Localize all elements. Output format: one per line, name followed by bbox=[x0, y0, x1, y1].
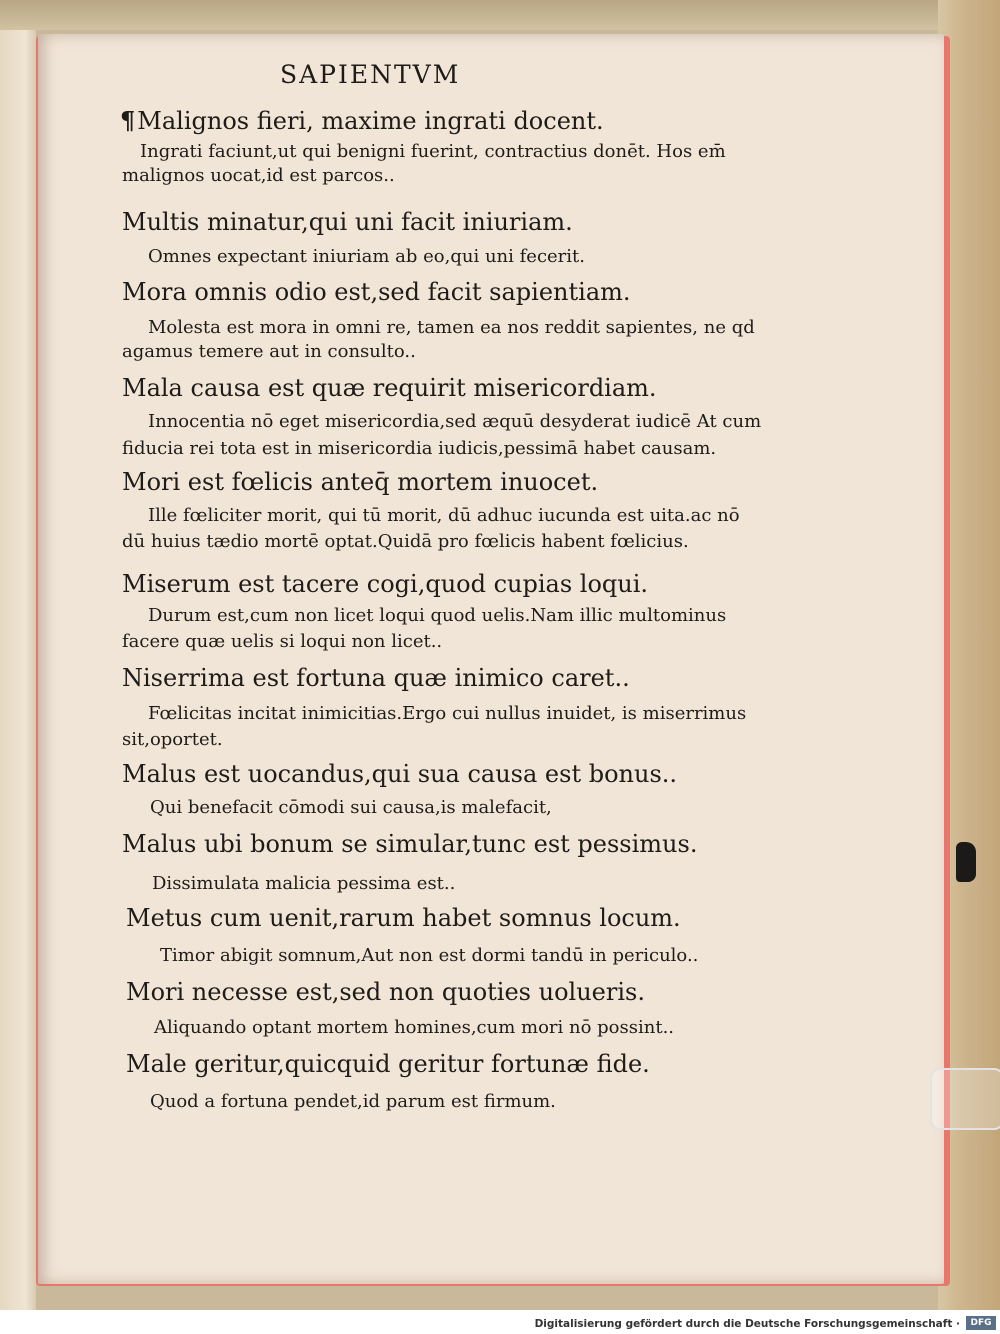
maxim-3: Mora omnis odio est,sed facit sapientiam. bbox=[122, 278, 631, 306]
gloss-6-line-1: Durum est,cum non licet loqui quod uelis.Nam illic multominus bbox=[148, 605, 727, 626]
maxim-5: Mori est fœlicis anteq̄ mortem inuocet. bbox=[122, 468, 599, 496]
maxim-10: Metus cum uenit,rarum habet somnus locum. bbox=[126, 904, 681, 932]
gloss-8-line-1: Qui benefacit cōmodi sui causa,is malefacit, bbox=[150, 797, 552, 818]
gloss-10-line-1: Timor abigit somnum,Aut non est dormi tandū in periculo.. bbox=[160, 945, 699, 966]
gloss-5-line-1: Ille fœliciter morit, qui tū morit, dū adhuc iucunda est uita.ac nō bbox=[148, 505, 740, 526]
maxim-6: Miserum est tacere cogi,quod cupias loqui. bbox=[122, 570, 649, 598]
gloss-4-line-2: fiducia rei tota est in misericordia iudicis,pessimā habet causam. bbox=[122, 438, 717, 459]
gloss-5-line-2: dū huius tædio mortē optat.Quidā pro fœlicis habent fœlicius. bbox=[122, 531, 689, 552]
gloss-1-line-1: Ingrati faciunt,ut qui benigni fuerint, contractius donēt. Hos em̄ bbox=[140, 141, 726, 162]
gloss-3-line-2: agamus temere aut in consulto.. bbox=[122, 341, 416, 362]
gloss-12-line-1: Quod a fortuna pendet,id parum est firmum. bbox=[150, 1091, 556, 1112]
maxim-2: Multis minatur,qui uni facit iniuriam. bbox=[122, 208, 573, 236]
gloss-3-line-1: Molesta est mora in omni re, tamen ea nos reddit sapientes, ne qd bbox=[148, 317, 755, 338]
pilcrow-icon: ¶ bbox=[120, 106, 136, 135]
maxim-7: Niserrima est fortuna quæ inimico caret.. bbox=[122, 664, 630, 692]
gloss-1-line-2: malignos uocat,id est parcos.. bbox=[122, 165, 395, 186]
clip-mark bbox=[930, 1068, 1000, 1130]
dfg-logo: DFG bbox=[966, 1316, 996, 1330]
gloss-2-line-1: Omnes expectant iniuriam ab eo,qui uni fecerit. bbox=[148, 246, 585, 267]
gloss-11-line-1: Aliquando optant mortem homines,cum mori nō possint.. bbox=[154, 1017, 675, 1038]
maxim-11: Mori necesse est,sed non quoties uolueris. bbox=[126, 978, 645, 1006]
maxim-8: Malus est uocandus,qui sua causa est bonus.. bbox=[122, 760, 678, 788]
book-top-edge bbox=[0, 0, 1000, 30]
maxim-12: Male geritur,quicquid geritur fortunæ fide. bbox=[126, 1050, 650, 1078]
ink-blot bbox=[956, 842, 976, 882]
maxim-4: Mala causa est quæ requirit misericordiam. bbox=[122, 374, 657, 402]
gloss-6-line-2: facere quæ uelis si loqui non licet.. bbox=[122, 631, 443, 652]
running-head: SAPIENTVM bbox=[280, 60, 461, 89]
gloss-4-line-1: Innocentia nō eget misericordia,sed æquū desyderat iudicē At cum bbox=[148, 411, 762, 432]
maxim-9: Malus ubi bonum se simular,tunc est pessimus. bbox=[122, 830, 698, 858]
gloss-7-line-1: Fœlicitas incitat inimicitias.Ergo cui nullus inuidet, is miserrimus bbox=[148, 703, 747, 724]
gloss-7-line-2: sit,oportet. bbox=[122, 729, 223, 750]
gloss-9-line-1: Dissimulata malicia pessima est.. bbox=[152, 873, 456, 894]
digitization-credit: Digitalisierung gefördert durch die Deutsche Forschungsgemeinschaft · bbox=[534, 1318, 960, 1330]
maxim-text: Malignos fieri, maxime ingrati docent. bbox=[137, 107, 604, 135]
maxim-1 bbox=[120, 106, 604, 135]
facing-page-edge bbox=[0, 30, 36, 1310]
